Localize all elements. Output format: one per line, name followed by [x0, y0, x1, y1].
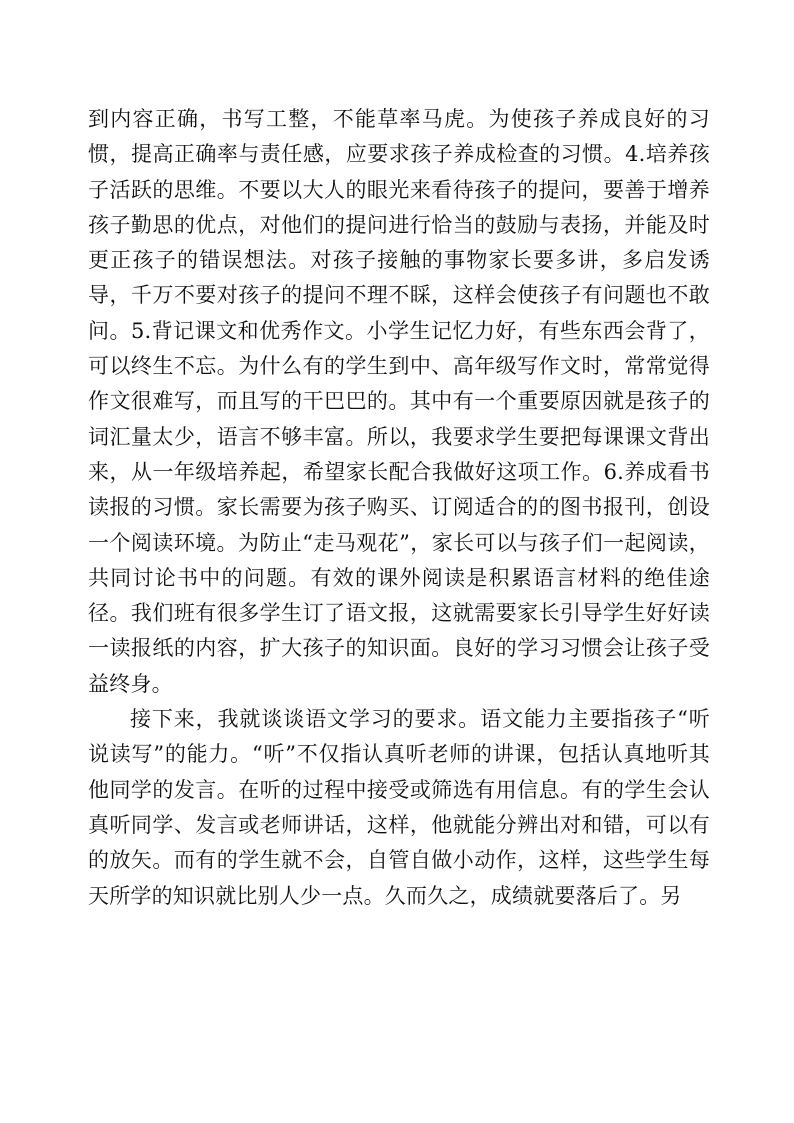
- paragraph-continued: 到内容正确，书写工整，不能草率马虎。为使孩子养成良好的习惯，提高正确率与责任感，应要求孩子养成检查的习惯。4.培养孩子活跃的思维。不要以大人的眼光来看待孩子的提问，要善于增养孩子勤思的优点，对他们的提问进行恰当的鼓励与表扬，并能及时更正孩子的错误想法。对孩子接触的事物家长要多讲，多启发诱导，千万不要对孩子的提问不理不睬，这样会使孩子有问题也不敢问。5.背记课文和优秀作文。小学生记忆力好，有些东西会背了，可以终生不忘。为什么有的学生到中、高年级写作文时，常常觉得作文很难写，而且写的干巴巴的。其中有一个重要原因就是孩子的词汇量太少，语言不够丰富。所以，我要求学生要把每课课文背出来，从一年级培养起，希望家长配合我做好这项工作。6.养成看书读报的习惯。家长需要为孩子购买、订阅适合的的图书报刊，创设一个阅读环境。为防止“走马观花”，家长可以与孩子们一起阅读，共同讨论书中的问题。有效的课外阅读是积累语言材料的绝佳途径。我们班有很多学生订了语文报，这就需要家长引导学生好好读一读报纸的内容，扩大孩子的知识面。良好的学习习惯会让孩子受益终身。: [88, 107, 710, 696]
- document-body: [88, 102, 710, 914]
- paragraph-language-requirements: 接下来，我就谈谈语文学习的要求。语文能力主要指孩子“听说读写”的能力。“听”不仅指认真听老师的讲课，包括认真地听其他同学的发言。在听的过程中接受或筛选有用信息。有的学生会认真听同学、发言或老师讲话，这样，他就能分辨出对和错，可以有的放矢。而有的学生就不会，自管自做小动作，这样，这些学生每天所学的知识就比别人少一点。久而久之，成绩就要落后了。另: [88, 707, 710, 908]
